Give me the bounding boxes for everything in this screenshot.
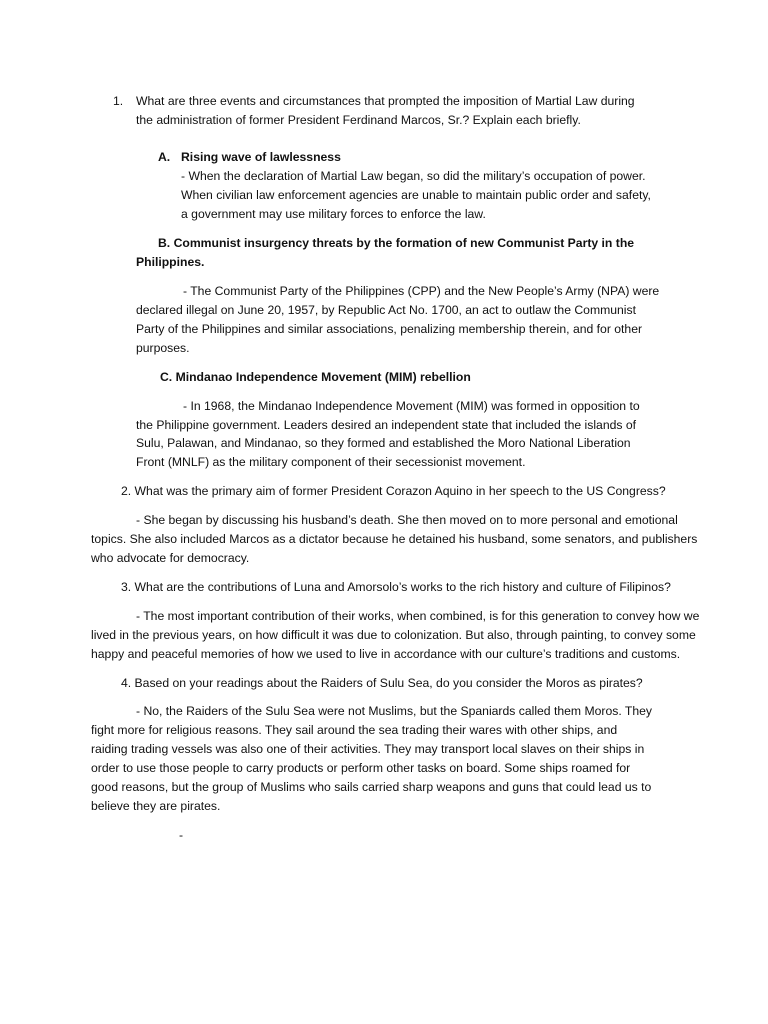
q2-question: 2. What was the primary aim of former President Corazon Aquino in her speech to the US Congress? <box>121 484 666 498</box>
q1-a-heading: Rising wave of lawlessness <box>181 150 341 164</box>
q1-c-answer-line: Front (MNLF) as the military component of their secessionist movement. <box>136 455 526 469</box>
q1-b-heading: B. Communist insurgency threats by the formation of new Communist Party in the <box>158 236 635 250</box>
q1-a-letter: A. <box>158 150 171 164</box>
q1-c-answer-line: Sulu, Palawan, and Mindanao, so they formed and established the Moro National Liberation <box>136 436 631 450</box>
q2-answer-line: topics. She also included Marcos as a dictator because he detained his husband, some senators, and publishers <box>91 532 698 546</box>
q3-answer-line: - The most important contribution of their works, when combined, is for this generation to convey how we <box>136 609 700 623</box>
q3-answer-line: lived in the previous years, on how difficult it was due to colonization. But also, through painting, to convey some <box>91 628 696 642</box>
q1-b-answer-line: purposes. <box>136 341 190 355</box>
q4-answer-line: good reasons, but the group of Muslims who sails carried sharp weapons and guns that could lead us to <box>91 780 652 794</box>
q2-answer-line: who advocate for democracy. <box>91 551 250 565</box>
q1-b-answer-line: declared illegal on June 20, 1957, by Republic Act No. 1700, an act to outlaw the Communist <box>136 303 636 317</box>
q1-c-answer-line: the Philippine government. Leaders desired an independent state that included the islands of <box>136 418 637 432</box>
q4-answer-line: believe they are pirates. <box>91 799 221 813</box>
q1-c-answer-line: - In 1968, the Mindanao Independence Movement (MIM) was formed in opposition to <box>183 399 640 413</box>
q3-answer-line: happy and peaceful memories of how we used to live in accordance with our culture’s traditions and customs. <box>91 647 681 661</box>
q4-answer-line: order to use those people to carry products or perform other tasks on board. Some ships roamed for <box>91 761 631 775</box>
q4-question: 4. Based on your readings about the Raiders of Sulu Sea, do you consider the Moros as pirates? <box>121 676 643 690</box>
q4-answer-line: fight more for religious reasons. They sail around the sea trading their wares with other ships, and <box>91 723 618 737</box>
q1-number: 1. <box>113 94 124 108</box>
trailing-dash: - <box>179 828 184 842</box>
q1-a-answer-line: When civilian law enforcement agencies are unable to maintain public order and safety, <box>181 188 651 202</box>
q1-question-line: What are three events and circumstances that prompted the imposition of Martial Law during <box>136 94 635 108</box>
q1-question-line: the administration of former President Ferdinand Marcos, Sr.? Explain each briefly. <box>136 113 581 127</box>
q1-b-heading: Philippines. <box>136 255 205 269</box>
q1-b-answer-line: - The Communist Party of the Philippines (CPP) and the New People’s Army (NPA) were <box>183 284 660 298</box>
q3-question: 3. What are the contributions of Luna and Amorsolo’s works to the rich history and culture of Filipinos? <box>121 580 671 594</box>
q4-answer-line: raiding trading vessels was also one of their activities. They may transport local slaves on their ships in <box>91 742 645 756</box>
q4-answer-line: - No, the Raiders of the Sulu Sea were not Muslims, but the Spaniards called them Moros. They <box>136 704 652 718</box>
q1-c-heading: C. Mindanao Independence Movement (MIM) rebellion <box>160 370 471 384</box>
q1-b-answer-line: Party of the Philippines and similar associations, penalizing membership therein, and for other <box>136 322 643 336</box>
q1-a-answer-line: a government may use military forces to enforce the law. <box>181 207 486 221</box>
q1-a-answer-line: - When the declaration of Martial Law began, so did the military’s occupation of power. <box>181 169 646 183</box>
q2-answer-line: - She began by discussing his husband’s death. She then moved on to more personal and emotional <box>136 513 678 527</box>
